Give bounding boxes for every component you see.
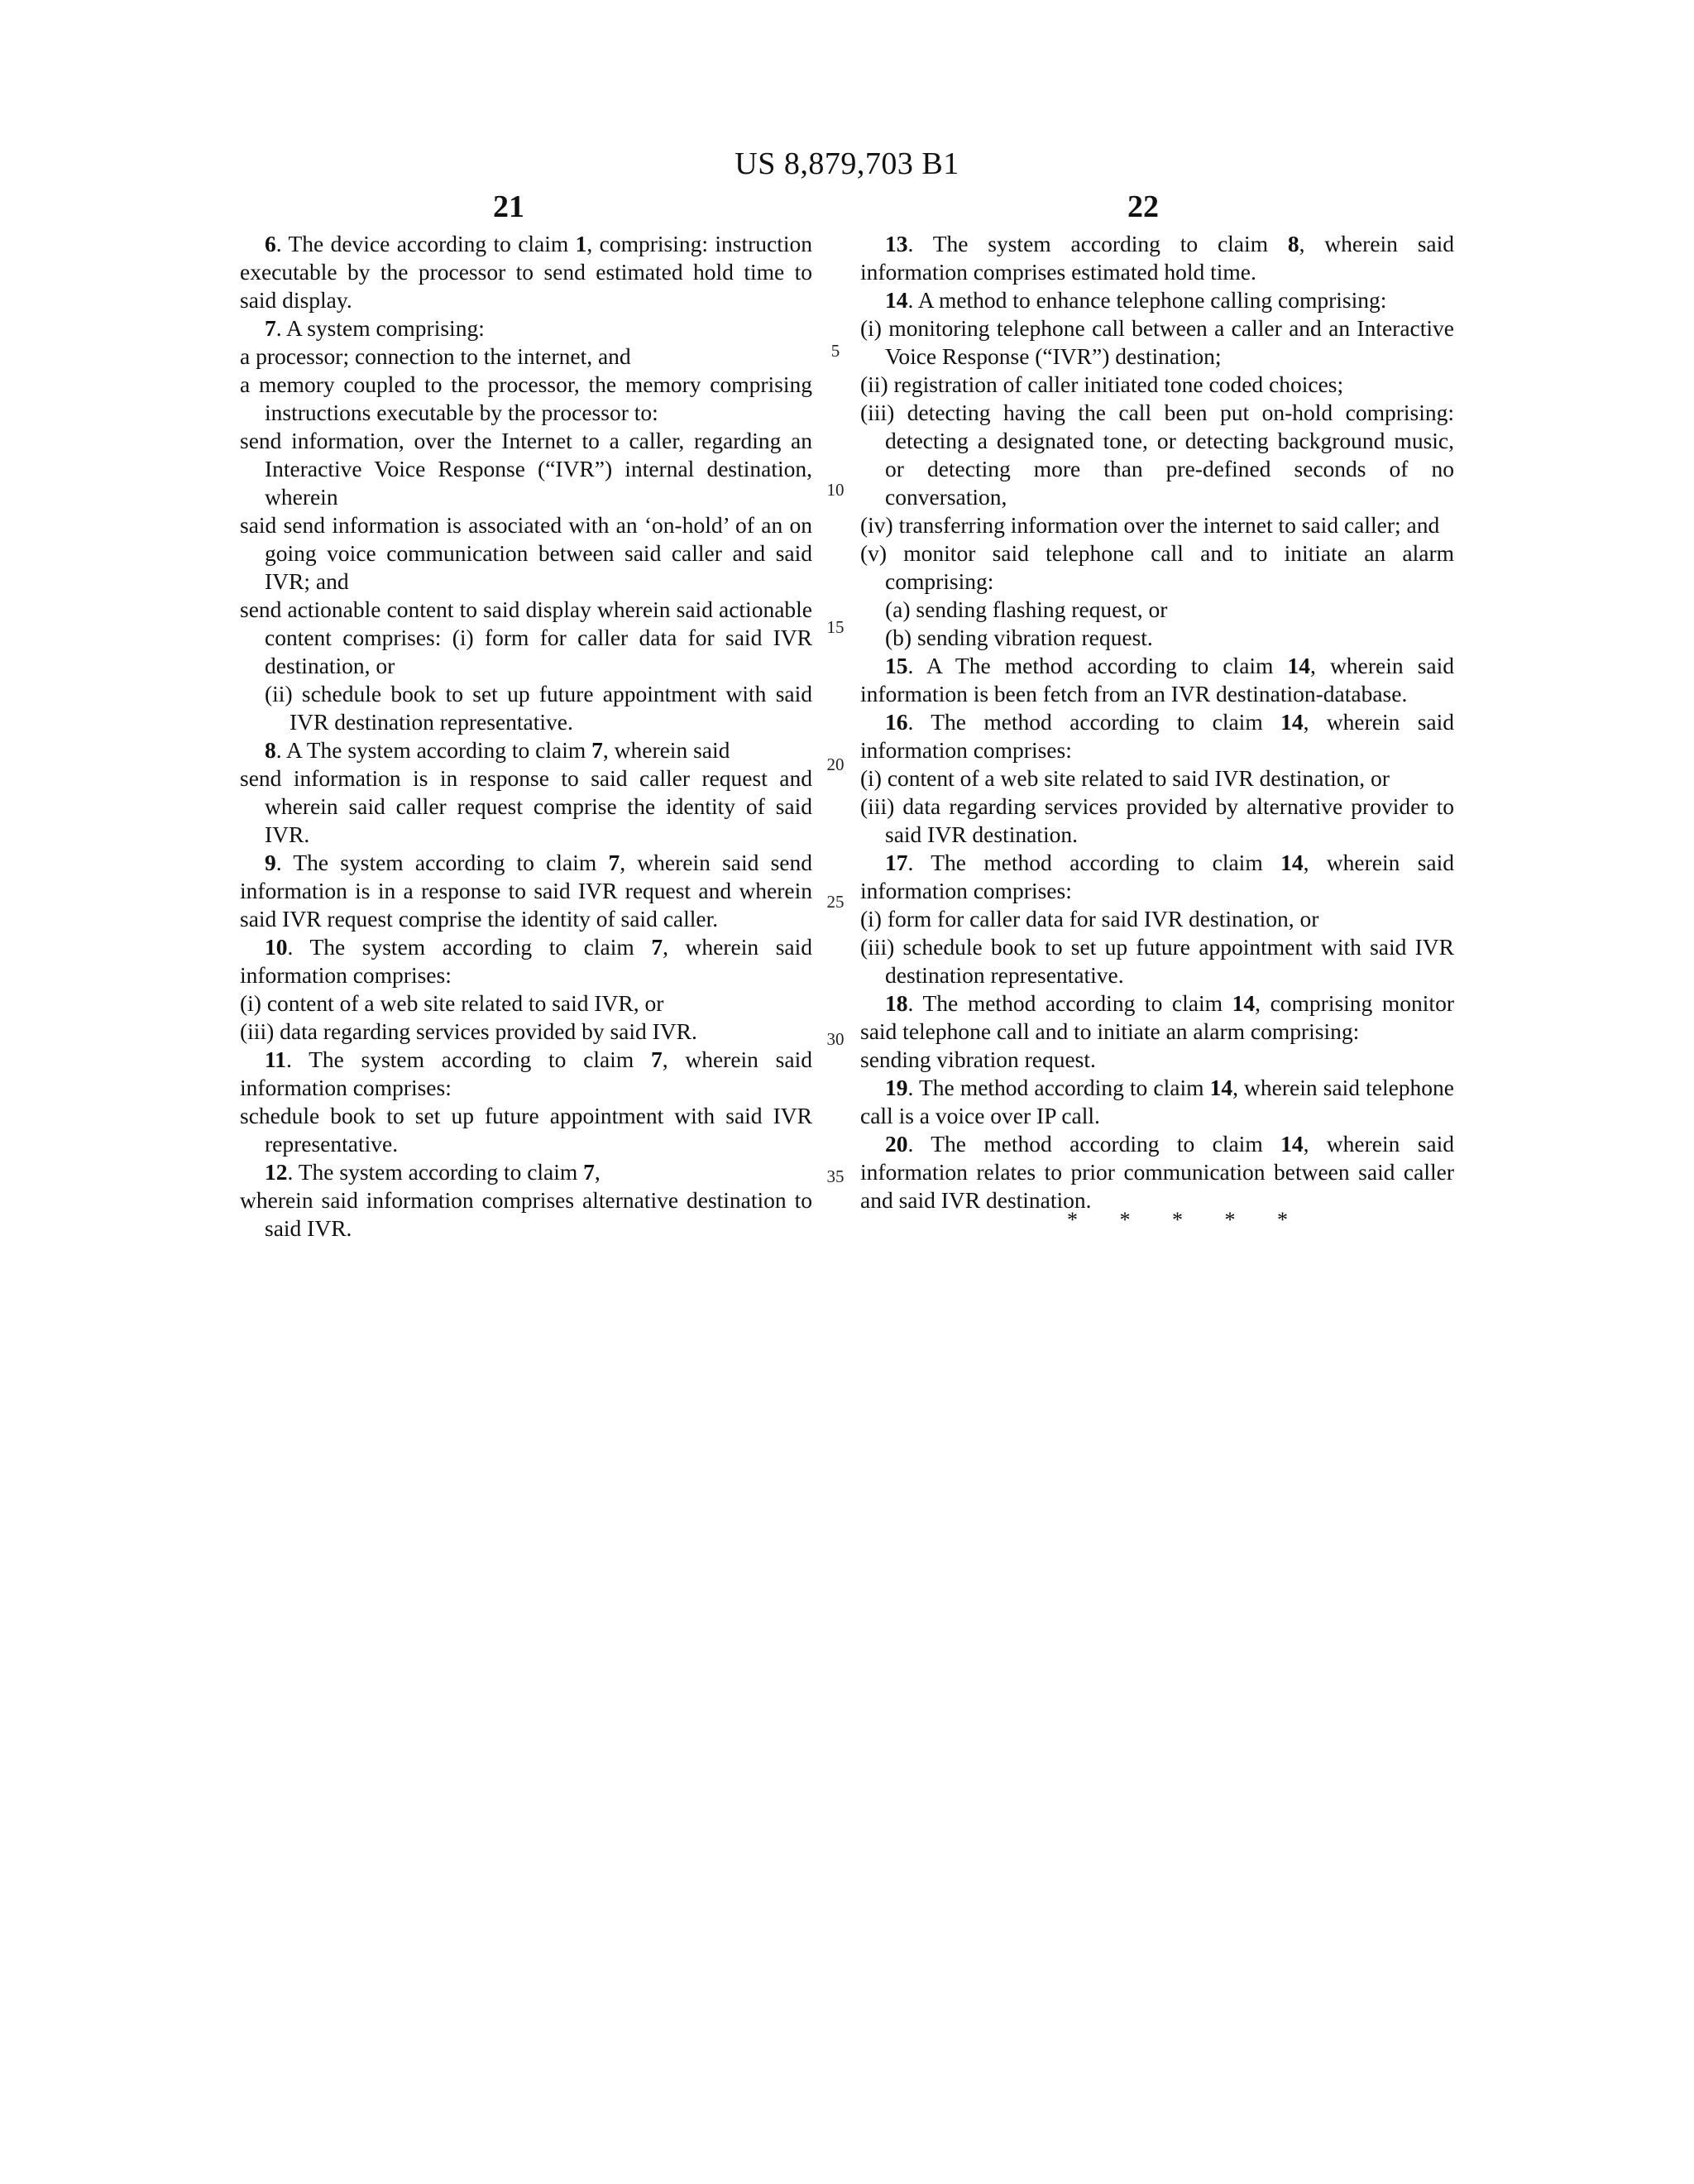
line-number: 35 bbox=[826, 1166, 845, 1186]
claim-10-item: (iii) data regarding services provided by said IVR. bbox=[240, 1018, 697, 1044]
claim-7-item: send information, over the Internet to a caller, regarding an Interactive Voice Response (“IVR”) internal destination, wherein bbox=[240, 428, 812, 510]
line-number: 15 bbox=[826, 617, 845, 637]
claim-14-item: (v) monitor said telephone call and to initiate an alarm comprising: bbox=[860, 540, 1454, 594]
claim-11: 11. The system according to claim 7, wherein said information comprises: bbox=[240, 1046, 812, 1100]
claim-17-item: (i) form for caller data for said IVR destination, or bbox=[860, 906, 1319, 932]
right-column bbox=[860, 230, 1454, 1214]
claim-7: 7. A system comprising: bbox=[265, 315, 485, 341]
claim-14-item: (ii) registration of caller initiated tone coded choices; bbox=[860, 371, 1344, 397]
line-number: 20 bbox=[826, 754, 845, 774]
claim-15: 15. A The method according to claim 14, wherein said information is been fetch from an IVR destination-database. bbox=[860, 653, 1454, 706]
claim-11-item: schedule book to set up future appointment with said IVR representative. bbox=[240, 1103, 812, 1157]
line-numbers bbox=[815, 0, 856, 2184]
claim-8-item: send information is in response to said caller request and wherein said caller request comprise the identity of said IVR. bbox=[240, 765, 812, 847]
line-number: 5 bbox=[830, 341, 840, 361]
left-page-number: 21 bbox=[493, 189, 524, 224]
claim-19: 19. The method according to claim 14, wherein said telephone call is a voice over IP call. bbox=[860, 1075, 1454, 1128]
claim-14: 14. A method to enhance telephone calling comprising: bbox=[885, 287, 1387, 313]
claim-7-item: send actionable content to said display wherein said actionable content comprises: (i) form for caller data for said IVR destination, or bbox=[240, 596, 812, 678]
claim-14-item: (i) monitoring telephone call between a caller and an Interactive Voice Response (“IVR”) destination; bbox=[860, 315, 1454, 369]
claim-14-subitem: (b) sending vibration request. bbox=[885, 625, 1153, 650]
right-page-number: 22 bbox=[1127, 189, 1159, 224]
claim-12: 12. The system according to claim 7, bbox=[265, 1159, 601, 1185]
claim-7-subitem: (ii) schedule book to set up future appointment with said IVR destination representative. bbox=[265, 681, 812, 735]
claim-10-item: (i) content of a web site related to said IVR, or bbox=[240, 990, 664, 1016]
line-number: 10 bbox=[826, 480, 845, 500]
claim-14-item: (iv) transferring information over the internet to said caller; and bbox=[860, 512, 1440, 538]
line-number: 25 bbox=[826, 892, 845, 912]
claim-14-subitem: (a) sending flashing request, or bbox=[885, 596, 1168, 622]
claim-13: 13. The system according to claim 8, wherein said information comprises estimated hold time. bbox=[860, 231, 1454, 285]
end-of-document-mark: * * * * * bbox=[1067, 1208, 1306, 1232]
claim-6: 6. The device according to claim 1, comprising: instruction executable by the processor to send estimated hold time to said display. bbox=[240, 231, 812, 313]
claim-9: 9. The system according to claim 7, wherein said send information is in a response to said IVR request and wherein said IVR request comprise the identity of said caller. bbox=[240, 850, 812, 932]
claim-12-item: wherein said information comprises alternative destination to said IVR. bbox=[240, 1187, 812, 1241]
claim-7-item: a processor; connection to the internet, and bbox=[240, 343, 631, 369]
claim-7-item: said send information is associated with an ‘on-hold’ of an on going voice communication between said caller and said IVR; and bbox=[240, 512, 812, 594]
patent-number: US 8,879,703 B1 bbox=[735, 146, 959, 181]
claim-16: 16. The method according to claim 14, wherein said information comprises: bbox=[860, 709, 1454, 763]
claim-17: 17. The method according to claim 14, wherein said information comprises: bbox=[860, 850, 1454, 903]
line-number: 30 bbox=[826, 1029, 845, 1049]
claim-18: 18. The method according to claim 14, comprising monitor said telephone call and to initiate an alarm comprising: bbox=[860, 990, 1454, 1044]
claim-16-item: (iii) data regarding services provided by alternative provider to said IVR destination. bbox=[860, 793, 1454, 847]
claim-16-item: (i) content of a web site related to said IVR destination, or bbox=[860, 765, 1390, 791]
claim-8: 8. A The system according to claim 7, wherein said bbox=[265, 737, 730, 763]
claim-10: 10. The system according to claim 7, wherein said information comprises: bbox=[240, 934, 812, 988]
claim-20: 20. The method according to claim 14, wherein said information relates to prior communication between said caller and said IVR destination. bbox=[860, 1131, 1454, 1213]
left-column bbox=[240, 230, 812, 1243]
claim-14-item: (iii) detecting having the call been put on-hold comprising: detecting a designated tone, or detecting background music, or detecting more than pre-defined seconds of no conversation, bbox=[860, 400, 1454, 510]
claim-17-item: (iii) schedule book to set up future appointment with said IVR destination representative. bbox=[860, 934, 1454, 988]
claim-7-item: a memory coupled to the processor, the memory comprising instructions executable by the processor to: bbox=[240, 371, 812, 425]
claim-18-item: sending vibration request. bbox=[860, 1046, 1096, 1072]
